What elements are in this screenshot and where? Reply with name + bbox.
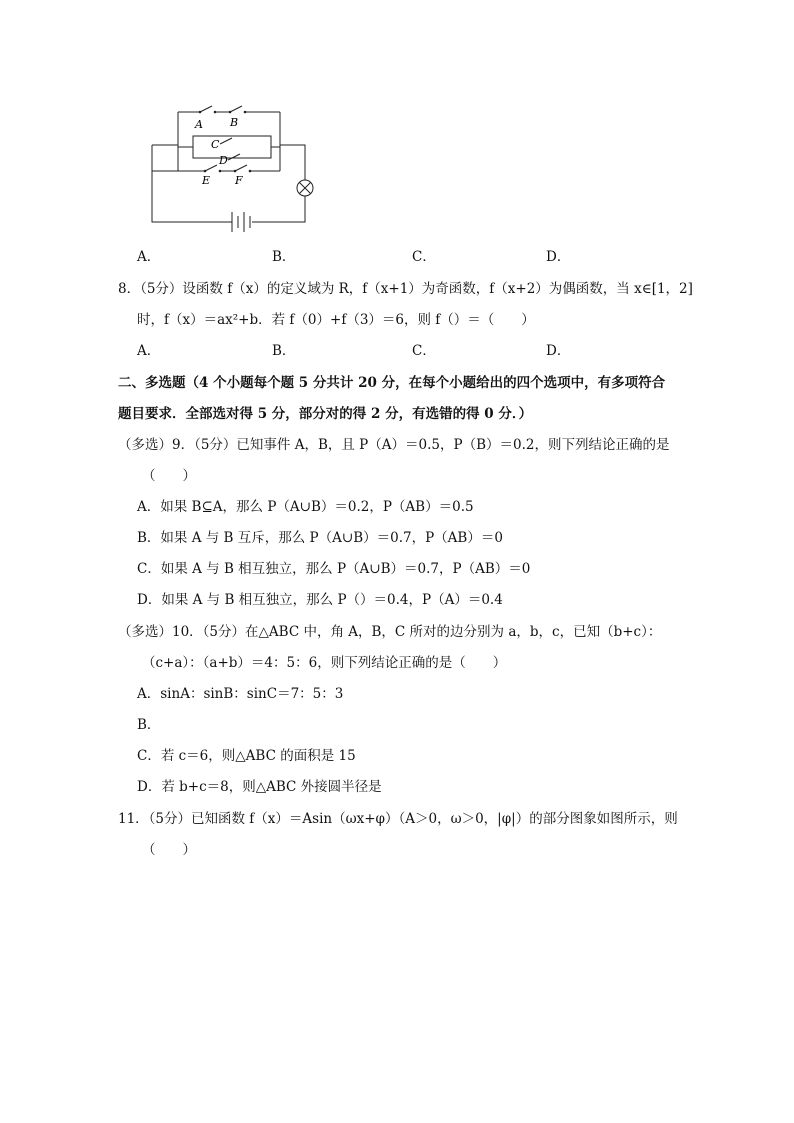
switch-label-a: A [195,118,203,131]
q7-option-c: C． [412,249,436,265]
q9-option-d: D．如果 A 与 B 相互独立，那么 P（）＝0.4，P（A）＝0.4 [137,592,503,608]
q11-stem-line1: 11．（5分）已知函数 f（x）＝Asin（ωx+φ）（A＞0，ω＞0，|φ|）的部分图象如图所示，则 [118,811,678,827]
q10-option-b: B． [137,717,161,733]
q8-option-a: A． [137,343,161,359]
section-heading-line2: 题目要求．全部选对得 5 分，部分对的得 2 分，有选错的得 0 分．） [118,406,533,422]
q10-option-a: A．sinA：sinB：sinC＝7：5：3 [137,686,344,702]
q9-option-b: B．如果 A 与 B 互斥，那么 P（A∪B）＝0.7，P（AB）＝0 [137,530,503,546]
q9-stem-line1: （多选）9．（5分）已知事件 A，B，且 P（A）＝0.5，P（B）＝0.2，则下列结论正确的是 [118,437,670,453]
q8-stem-line1: 8．（5分）设函数 f（x）的定义域为 R，f（x+1）为奇函数，f（x+2）为偶函数，当 x∈[1，2] [118,281,693,297]
q7-option-b: B． [272,249,296,265]
switch-label-e: E [202,174,211,187]
q9-stem-line2: （ ） [142,468,196,484]
q10-option-d: D．若 b+c＝8，则△ABC 外接圆半径是 [137,779,382,795]
switch-label-d: D [219,154,228,167]
q8-option-d: D． [546,343,571,359]
circuit-diagram [140,98,320,236]
q7-option-d: D． [546,249,571,265]
q9-option-a: A．如果 B⊆A，那么 P（A∪B）＝0.2，P（AB）＝0.5 [137,499,474,515]
section-heading-line1: 二、多选题（4 个小题每个题 5 分共计 20 分，在每个小题给出的四个选项中，有多项符合 [118,375,666,391]
q8-option-c: C． [412,343,436,359]
q10-option-c: C．若 c＝6，则△ABC 的面积是 15 [137,748,356,764]
switch-label-b: B [230,116,239,129]
q9-option-c: C．如果 A 与 B 相互独立，那么 P（A∪B）＝0.7，P（AB）＝0 [137,561,531,577]
q8-stem-line2: 时，f（x）＝ax²+b．若 f（0）+f（3）＝6，则 f（）＝（ ） [137,312,535,328]
q8-option-b: B． [272,343,296,359]
q7-option-a: A． [137,249,161,265]
switch-label-c: C [211,138,220,151]
q10-stem-line2: （c+a）：（a+b）＝4：5：6，则下列结论正确的是（ ） [142,655,507,671]
switch-label-f: F [235,174,243,187]
q11-stem-line2: （ ） [142,842,196,858]
q10-stem-line1: （多选）10．（5分）在△ABC 中，角 A，B，C 所对的边分别为 a，b，c，已知（b+c）： [118,624,662,640]
